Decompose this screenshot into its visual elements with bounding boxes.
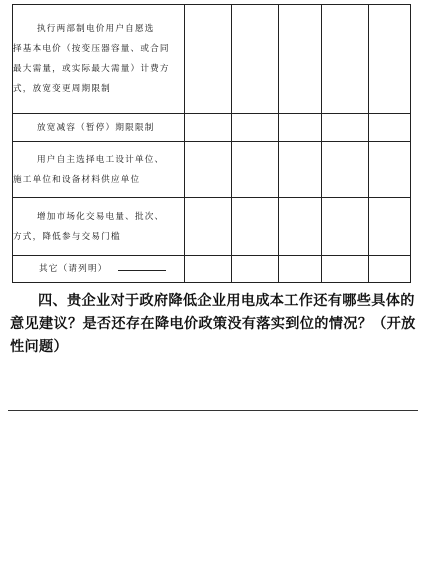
table-row bbox=[13, 256, 411, 283]
option-text-line: 式，放宽变更周期限制 bbox=[13, 84, 111, 94]
answer-cell[interactable] bbox=[185, 198, 232, 256]
option-text-line: 方式，降低参与交易门槛 bbox=[13, 231, 121, 242]
option-cell bbox=[13, 256, 185, 283]
question-four bbox=[10, 290, 416, 359]
answer-line[interactable] bbox=[8, 410, 418, 411]
fill-in-blank[interactable] bbox=[118, 260, 166, 271]
answer-cell[interactable] bbox=[279, 114, 322, 142]
answer-cell[interactable] bbox=[232, 256, 279, 283]
table-row bbox=[13, 142, 411, 198]
option-text: 其它（请列明） bbox=[39, 264, 108, 274]
answer-cell[interactable] bbox=[322, 114, 369, 142]
table-row bbox=[13, 5, 411, 114]
answer-cell[interactable] bbox=[279, 198, 322, 256]
answer-cell[interactable] bbox=[279, 256, 322, 283]
option-cell bbox=[13, 198, 185, 256]
option-text-line: 放宽减容（暂停）期限限制 bbox=[37, 122, 155, 133]
answer-cell[interactable] bbox=[322, 256, 369, 283]
answer-cell[interactable] bbox=[369, 142, 411, 198]
answer-cell[interactable] bbox=[279, 142, 322, 198]
answer-cell[interactable] bbox=[185, 5, 232, 114]
answer-cell[interactable] bbox=[185, 142, 232, 198]
answer-cell[interactable] bbox=[322, 5, 369, 114]
answer-cell[interactable] bbox=[322, 142, 369, 198]
option-cell bbox=[13, 142, 185, 198]
table-row bbox=[13, 198, 411, 256]
table-row bbox=[13, 114, 411, 142]
answer-cell[interactable] bbox=[232, 114, 279, 142]
option-cell bbox=[13, 5, 185, 114]
answer-cell[interactable] bbox=[185, 256, 232, 283]
option-text-line: 择基本电价（按变压器容量、或合同 bbox=[13, 44, 170, 54]
option-text-line: 执行两部制电价用户自愿选 bbox=[37, 24, 155, 34]
option-text-line: 施工单位和设备材料供应单位 bbox=[13, 174, 141, 185]
answer-cell[interactable] bbox=[369, 198, 411, 256]
answer-cell[interactable] bbox=[232, 5, 279, 114]
answer-cell[interactable] bbox=[279, 5, 322, 114]
option-text-line: 用户自主选择电工设计单位、 bbox=[37, 154, 165, 165]
option-text-line: 最大需量，或实际最大需量）计费方 bbox=[13, 64, 170, 74]
survey-table bbox=[12, 4, 411, 283]
answer-cell[interactable] bbox=[369, 5, 411, 114]
answer-cell[interactable] bbox=[232, 198, 279, 256]
option-cell bbox=[13, 114, 185, 142]
answer-cell[interactable] bbox=[322, 198, 369, 256]
option-text-line bbox=[13, 259, 184, 279]
answer-cell[interactable] bbox=[185, 114, 232, 142]
answer-cell[interactable] bbox=[369, 256, 411, 283]
option-text-line: 增加市场化交易电量、批次、 bbox=[37, 211, 165, 222]
question-text: 四、贵企业对于政府降低企业用电成本工作还有哪些具体的意见建议？是否还存在降电价政策没有落实到位的情况？（开放性问题） bbox=[10, 293, 416, 355]
answer-cell[interactable] bbox=[232, 142, 279, 198]
answer-cell[interactable] bbox=[369, 114, 411, 142]
